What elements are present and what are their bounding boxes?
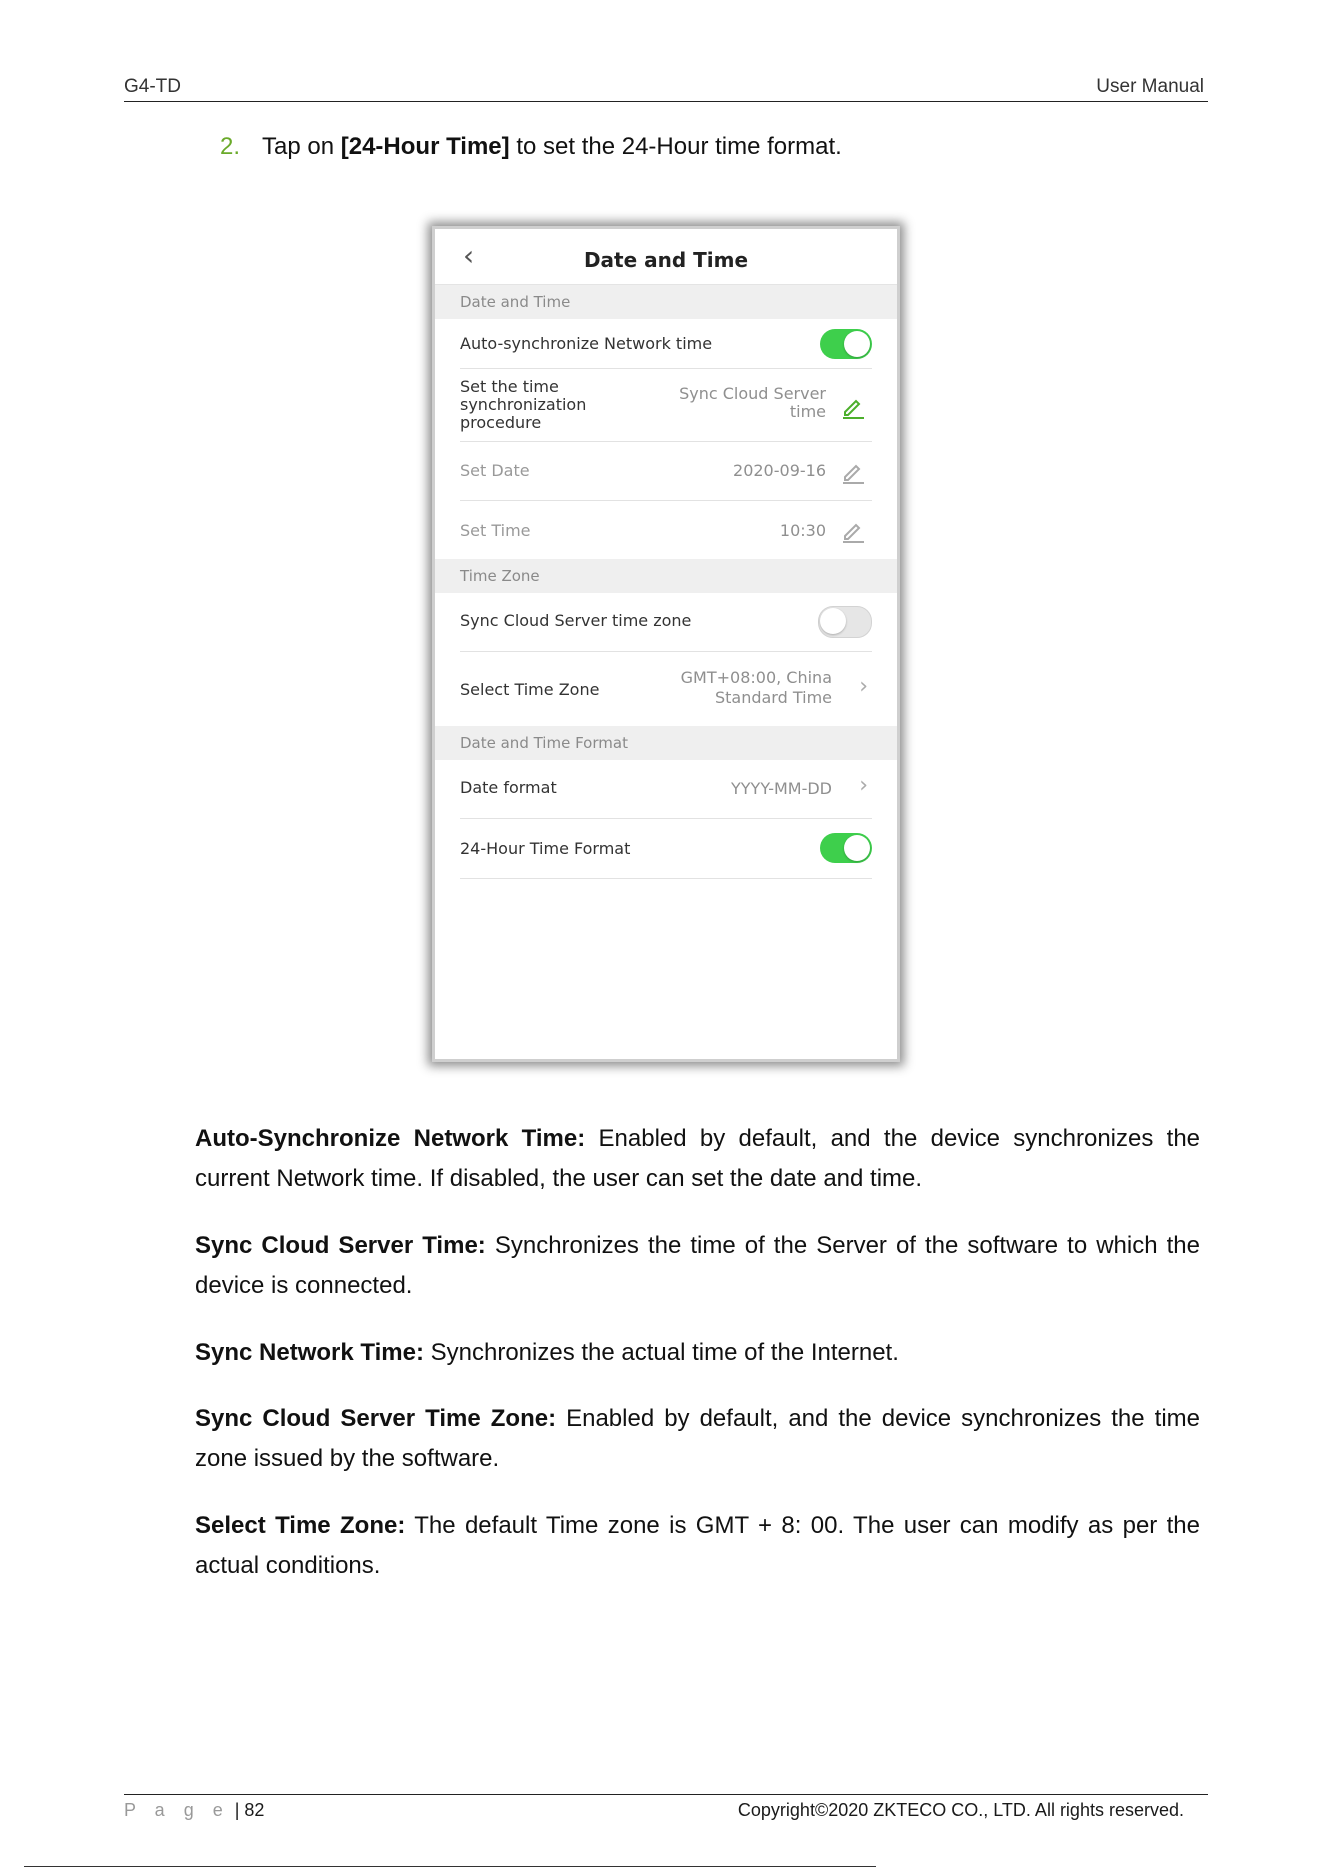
sync-procedure-value <box>679 385 826 421</box>
step-text-before: Tap on <box>262 133 341 160</box>
pencil-icon[interactable] <box>840 517 866 543</box>
auto-sync-toggle[interactable] <box>820 329 872 359</box>
auto-sync-row[interactable] <box>460 319 872 369</box>
sync-timezone-toggle[interactable] <box>818 606 872 638</box>
paragraph-description: Synchronizes the time of the Server of the software to which the device is connected. <box>195 1232 1200 1299</box>
phone-screenshot <box>432 226 900 1062</box>
sync-timezone-label: Sync Cloud Server time zone <box>460 611 692 630</box>
screen-title: Date and Time <box>583 248 749 272</box>
date-format-value: YYYY-MM-DD <box>731 779 832 798</box>
footer-copyright: Copyright©2020 ZKTECO CO., LTD. All rights reserved. <box>737 1800 1184 1820</box>
paragraph-term: Sync Cloud Server Time: <box>195 1232 486 1259</box>
set-time-row[interactable] <box>460 501 872 559</box>
section-header-format: Date and Time Format <box>435 726 897 760</box>
pencil-icon[interactable] <box>840 393 866 419</box>
chevron-right-icon[interactable]: › <box>859 773 868 798</box>
paragraph-term: Select Time Zone: <box>195 1512 406 1539</box>
header-manual-label: User Manual <box>1096 76 1204 97</box>
chevron-right-icon[interactable]: › <box>859 674 868 699</box>
footer-page-number: | 82 <box>234 1800 265 1820</box>
toggle-knob <box>844 835 870 861</box>
paragraph-sync-cloud-time <box>195 1226 1200 1306</box>
hour24-format-label: 24-Hour Time Format <box>460 839 631 858</box>
sync-procedure-row[interactable] <box>460 369 872 442</box>
screen-header <box>435 229 897 285</box>
paragraph-description: The default Time zone is GMT + 8: 00. The user can modify as per the actual conditions. <box>195 1512 1200 1579</box>
select-timezone-value <box>681 668 832 708</box>
paragraph-term: Sync Cloud Server Time Zone: <box>195 1405 557 1432</box>
section-header-time-zone: Time Zone <box>435 559 897 593</box>
footer-page <box>124 1800 264 1821</box>
date-format-label: Date format <box>460 778 557 797</box>
paragraph-term: Auto-Synchronize Network Time: <box>195 1125 586 1152</box>
paragraph-term: Sync Network Time: <box>195 1339 424 1366</box>
step-instruction <box>220 133 842 161</box>
sync-procedure-label-line1: Set the time <box>460 377 559 396</box>
select-timezone-row[interactable] <box>460 652 872 726</box>
sync-timezone-row[interactable] <box>460 593 872 652</box>
bottom-rule <box>24 1866 876 1867</box>
sync-procedure-label <box>460 378 586 432</box>
step-text-after: to set the 24-Hour time format. <box>509 133 842 160</box>
set-time-label: Set Time <box>460 521 531 540</box>
select-timezone-value-line1: GMT+08:00, China <box>680 668 832 687</box>
paragraph-auto-sync <box>195 1119 1200 1199</box>
footer-page-label: P a g e <box>124 1800 230 1820</box>
set-time-value: 10:30 <box>779 521 826 540</box>
step-text-bold: [24-Hour Time] <box>340 133 510 160</box>
sync-procedure-value-line2: time <box>789 402 826 421</box>
header-rule <box>124 101 1208 102</box>
header-title: G4-TD <box>124 76 181 97</box>
section-header-date-time: Date and Time <box>435 285 897 319</box>
paragraph-sync-cloud-timezone <box>195 1399 1200 1479</box>
sync-procedure-label-line3: procedure <box>460 413 542 432</box>
toggle-knob <box>820 608 846 634</box>
paragraph-select-timezone <box>195 1506 1200 1586</box>
paragraph-sync-network-time <box>195 1333 1200 1373</box>
sync-procedure-label-line2: synchronization <box>460 395 587 414</box>
select-timezone-value-line2: Standard Time <box>714 688 832 707</box>
hour24-format-row[interactable] <box>460 819 872 879</box>
auto-sync-label: Auto-synchronize Network time <box>460 334 713 353</box>
paragraph-description: Enabled by default, and the device synchronizes the time zone issued by the software. <box>195 1405 1200 1472</box>
select-timezone-label: Select Time Zone <box>460 680 600 699</box>
paragraph-description: Synchronizes the actual time of the Internet. <box>423 1339 899 1366</box>
footer-rule <box>124 1794 1208 1795</box>
paragraph-description: Enabled by default, and the device synchronizes the current Network time. If disabled, the user can set the date and time. <box>195 1125 1201 1192</box>
step-number: 2. <box>220 133 241 160</box>
pencil-icon[interactable] <box>840 458 866 484</box>
chevron-left-icon[interactable]: ‹ <box>463 239 475 272</box>
set-date-row[interactable] <box>460 442 872 501</box>
set-date-value: 2020-09-16 <box>733 461 826 480</box>
set-date-label: Set Date <box>460 461 530 480</box>
sync-procedure-value-line1: Sync Cloud Server <box>679 384 826 403</box>
toggle-knob <box>844 331 870 357</box>
hour24-format-toggle[interactable] <box>820 833 872 863</box>
date-format-row[interactable] <box>460 760 872 819</box>
